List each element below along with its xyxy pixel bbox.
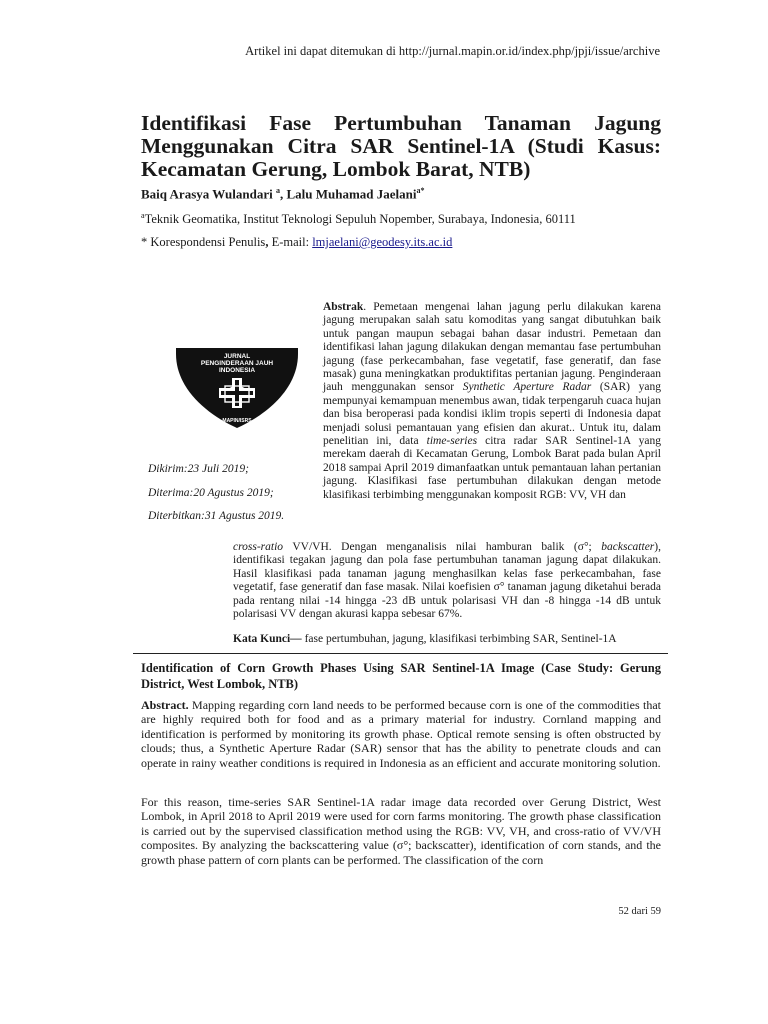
- abstrak-label: Abstrak: [323, 301, 364, 313]
- page-number: 52 dari 59: [618, 906, 661, 917]
- english-abstract-paragraph-1: [141, 698, 661, 770]
- abstrak-crossratio-term: cross-ratio: [233, 541, 284, 553]
- affiliation: [141, 211, 576, 227]
- date-sent: Dikirim:23 Juli 2019;: [148, 463, 249, 475]
- logo-text-1: JURNAL: [223, 353, 251, 360]
- logo-text-2: PENGINDERAAN JAUH: [200, 360, 274, 367]
- affiliation-text: Teknik Geomatika, Institut Teknologi Sepuluh Nopember, Surabaya, Indonesia, 60111: [144, 212, 576, 227]
- abstrak-text-5: ), identifikasi tegakan jagung dan pola fase pertumbuhan tanaman jagung dapat dilakukan. Hasil klasifikasi pada tanaman jagung menghasilkan kelas fase perkecambahan, fase vegetatif, fase generatif dan fase masak. Nilai koefisien σ° tanaman jagung diketahui berada pada rentang nilai -14 hingga -23 dB untuk polarisasi VH dan -8 hingga -14 dB untuk polarisasi VV dengan akurasi kappa sebesar 67%.: [233, 541, 661, 621]
- abstrak-text-4: VV/VH. Dengan menganalisis nilai hamburan balik (σ°;: [283, 541, 602, 553]
- date-accepted: Diterima:20 Agustus 2019;: [148, 487, 274, 499]
- english-title: Identification of Corn Growth Phases Using SAR Sentinel-1A Image (Case Study: Gerung District, West Lombok, NTB): [141, 661, 661, 691]
- date-published: Diterbitkan:31 Agustus 2019.: [148, 510, 285, 522]
- logo-text-3: INDONESIA: [218, 367, 256, 374]
- abstrak-backscatter-term: backscatter: [601, 541, 655, 553]
- keywords-text: fase pertumbuhan, jagung, klasifikasi terbimbing SAR, Sentinel-1A: [301, 633, 617, 645]
- keywords: [233, 633, 617, 645]
- journal-logo: [176, 348, 298, 430]
- author-1-sup: a: [275, 186, 280, 195]
- author-separator: ,: [279, 186, 287, 202]
- header-url-line: Artikel ini dapat ditemukan di http://jurnal.mapin.or.id/index.php/jpji/issue/archive: [245, 44, 660, 58]
- keywords-label: Kata Kunci—: [233, 633, 302, 645]
- title-line-1: Identifikasi Fase Pertumbuhan Tanaman Jagung: [141, 111, 661, 135]
- abstrak-text-3: citra radar SAR Sentinel-1A yang merekam daerah di Kecamatan Gerung, Lombok Barat pada bulan April 2018 sampai April 2019 dimanfaatkan untuk pemantauan lahan pertanian jagung. Klasifikasi fase pertumbuhan dilakukan dengan metode klasifikasi terbimbing menggunakan komposit RGB: VV, VH dan: [323, 435, 661, 501]
- abstrak-timeseries-term: time-series: [426, 435, 478, 448]
- email-link[interactable]: lmjaelani@geodesy.its.ac.id: [312, 235, 453, 249]
- abstrak-text-2: (SAR) yang mempunyai kemampuan menembus awan, tidak terpengaruh cuaca hujan dan bisa beroperasi pada kondisi iklim tropis seperti di Indonesia dapat menjadi solusi pemantauan yang efisien dan akurat.. Untuk itu, dalam penelitian ini, data: [323, 381, 661, 448]
- abstrak-paragraph: [323, 301, 661, 502]
- title-line-3: Kecamatan Gerung, Lombok Barat, NTB): [141, 157, 531, 181]
- affiliation-sup: a: [141, 211, 145, 220]
- author-2: Lalu Muhamad Jaelani: [286, 186, 417, 202]
- correspondence-label: * Korespondensi Penulis: [141, 235, 266, 249]
- abstrak-paragraph-continued: [233, 541, 661, 621]
- email-label: E-mail:: [268, 235, 313, 249]
- correspondence: [141, 235, 452, 250]
- correspondence-comma: ,: [265, 235, 269, 249]
- section-divider: [133, 653, 668, 654]
- author-2-sup: a*: [416, 186, 425, 195]
- logo-text-bottom: MAPIN/ISRS: [222, 418, 252, 424]
- abstrak-text-1: . Pemetaan mengenai lahan jagung perlu dilakukan karena jagung merupakan salah satu komoditas yang sangat dibutuhkan baik untuk pangan maupun sebagai bahan dasar industri. Pemetaan dan identifikasi lahan jagung dilakukan dengan memantau fase pertumbuhan jagung (fase perkecambahan, fase vegetatif, fase generatif, dan fase masak) guna meningkatkan produktifitas pertanian jagung. Penginderaan jauh menggunakan sensor: [323, 301, 661, 394]
- abstrak-sar-term: Synthetic Aperture Radar: [462, 381, 592, 394]
- author-1: Baiq Arasya Wulandari: [141, 186, 273, 202]
- english-abstract-label: Abstract.: [141, 698, 189, 712]
- paper-title: [141, 112, 661, 181]
- author-list: [141, 186, 425, 202]
- english-abstract-paragraph-2: For this reason, time-series SAR Sentinel-1A radar image data recorded over Gerung District, West Lombok, in April 2018 to April 2019 were used for corn farms monitoring. The growth phase classification is carried out by the supervised classification method using the RGB: VV, VH, and cross-ratio of VV/VH composites. By analyzing the backscattering value (σ°; backscatter), identification of corn stands, and the growth phase pattern of corn plants can be performed. The classification of the corn: [141, 795, 661, 867]
- english-abstract-text-1: Mapping regarding corn land needs to be performed because corn is one of the commodities that are highly required both for food and as a primary material for industry. Cornland mapping and identification is performed by monitoring its growth phase. Optical remote sensing is often obstructed by clouds; thus, a Synthetic Aperture Radar (SAR) sensor that has the ability to penetrate clouds and can operate in rainy weather conditions is required in Indonesia as an efficient and accurate monitoring solution.: [141, 698, 661, 770]
- title-line-2: Menggunakan Citra SAR Sentinel-1A (Studi Kasus:: [141, 134, 661, 158]
